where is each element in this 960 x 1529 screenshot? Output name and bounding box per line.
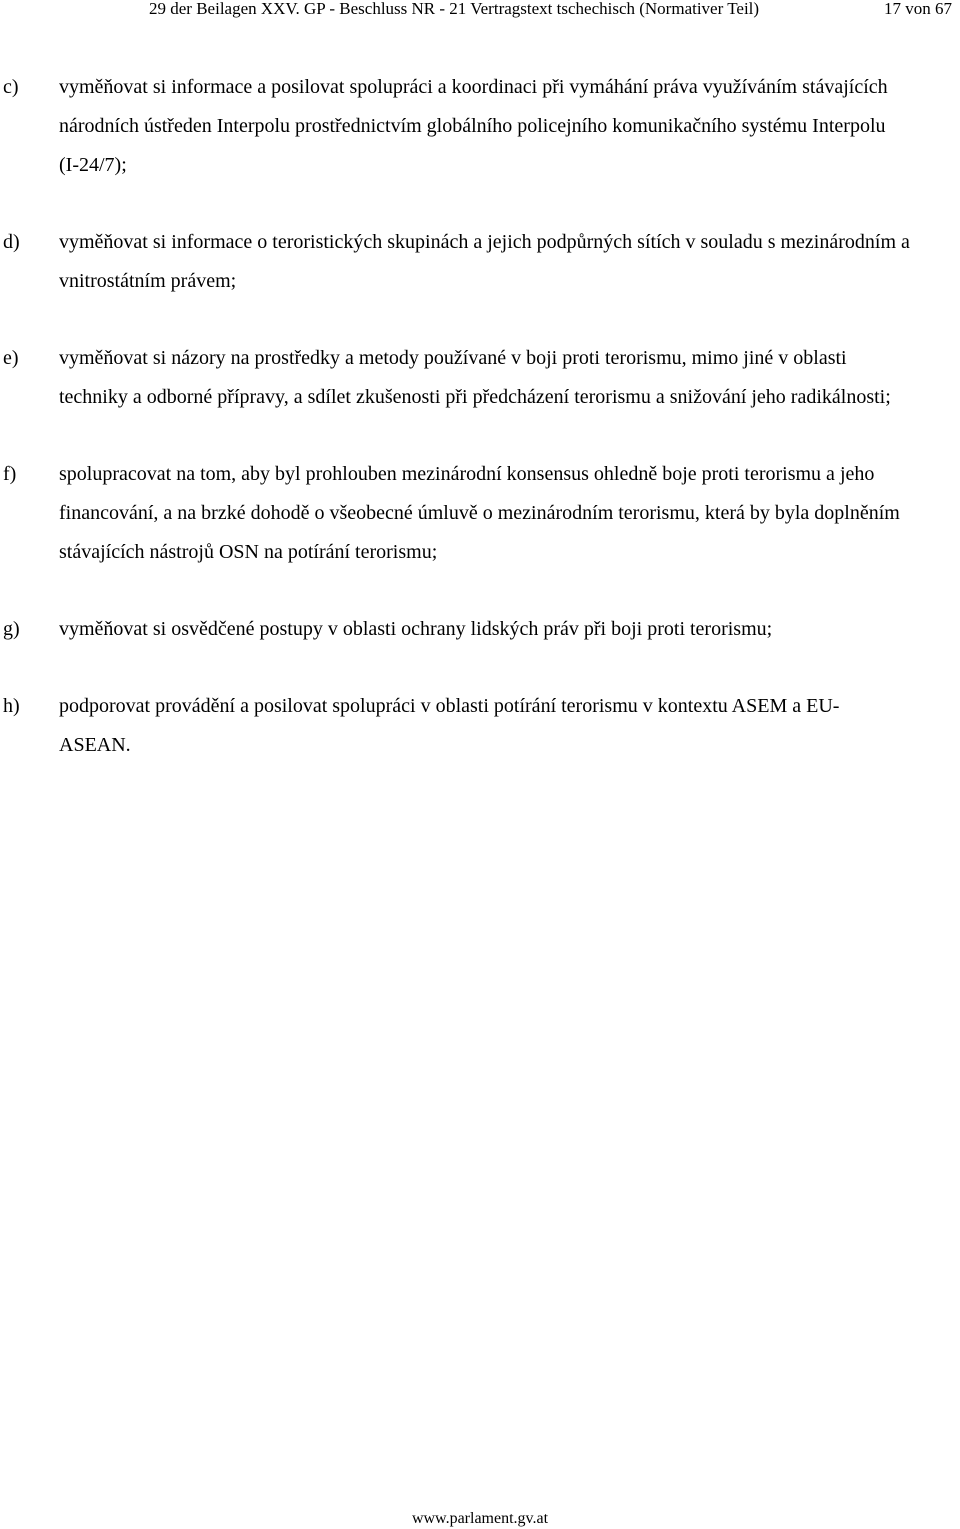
item-text: vyměňovat si názory na prostředky a metody používané v boji proti terorismu, mimo jiné v oblasti techniky a odborné přípravy, a sdílet zkušenosti při předcházení terorismu a snižování jeho radikálnosti;: [59, 347, 891, 408]
list-item-d: [0, 223, 960, 301]
list-item-f: [0, 455, 960, 572]
list-item-g: [0, 610, 960, 649]
item-text: spolupracovat na tom, aby byl prohlouben mezinárodní konsensus ohledně boje proti terorismu a jeho financování, a na brzké dohodě o všeobecné úmluvě o mezinárodním terorismu, která by byla doplněním stávajících nástrojů OSN na potírání terorismu;: [59, 463, 900, 563]
item-marker: d): [3, 231, 20, 253]
item-marker: f): [3, 463, 17, 485]
item-marker: e): [3, 347, 19, 369]
item-marker: h): [3, 695, 20, 717]
item-marker: g): [3, 618, 20, 640]
footer-url: www.parlament.gv.at: [411, 1510, 549, 1527]
list-item-c: [0, 68, 960, 185]
list-item-h: [0, 687, 960, 765]
item-text: vyměňovat si informace a posilovat spolupráci a koordinaci při vymáhání práva využíváním stávajících národních ústředen Interpolu prostřednictvím globálního policejního komunikačního systému Interpolu (I-24/7);: [59, 76, 888, 176]
list-item-e: [0, 339, 960, 417]
item-marker: c): [3, 76, 19, 98]
page-number: 17 von 67: [884, 0, 952, 18]
document-title: 29 der Beilagen XXV. GP - Beschluss NR - 21 Vertragstext tschechisch (Normativer Teil): [149, 0, 760, 18]
item-text: vyměňovat si informace o teroristických skupinách a jejich podpůrných sítích v souladu s mezinárodním a vnitrostátním právem;: [59, 231, 910, 292]
page-header: [0, 0, 960, 22]
item-text: podporovat provádění a posilovat spolupráci v oblasti potírání terorismu v kontextu ASEM a EU-ASEAN.: [59, 695, 840, 756]
item-text: vyměňovat si osvědčené postupy v oblasti ochrany lidských práv při boji proti terorismu;: [59, 618, 773, 640]
provision-list: [0, 68, 960, 803]
